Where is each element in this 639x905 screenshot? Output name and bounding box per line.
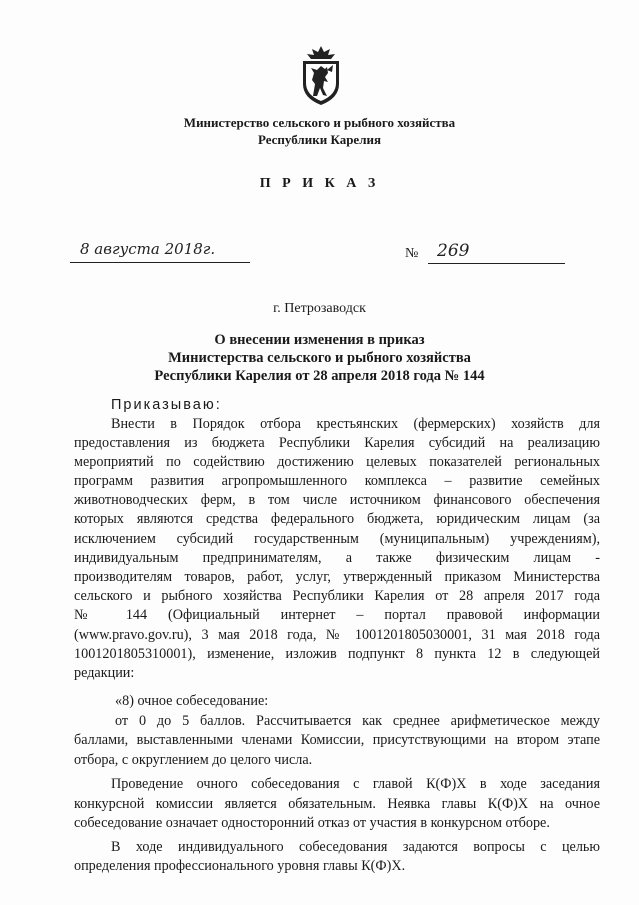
body-line: баллами, выставленными членами Комиссии, присутствующими на втором этапе — [74, 732, 600, 748]
body-line: № 144 (Официальный интернет – портал правовой информации — [74, 607, 600, 623]
body-line: сельского и рыбного хозяйства Республики Карелия от 28 апреля 2017 года — [74, 588, 600, 604]
body-line: индивидуальным предпринимателям, а также физическим лицам - — [74, 550, 600, 566]
body-line: которых являются средства федерального бюджета, юридическим лицам (за — [74, 511, 600, 527]
order-directive: Приказываю: — [111, 397, 222, 413]
subject-line3: Республики Карелия от 28 апреля 2018 года № 144 — [154, 368, 485, 384]
coat-of-arms-icon — [297, 46, 345, 106]
body-line: 1001201805310001), изменение, изложив подпункт 8 пункта 12 в следующей — [74, 646, 600, 662]
city-line: г. Петрозаводск — [273, 301, 366, 316]
body-line: Проведение очного собеседования с главой К(Ф)Х в ходе заседания — [111, 776, 600, 792]
number-underline — [428, 263, 565, 264]
body-line: В ходе индивидуального собеседования задаются вопросы с целью — [111, 839, 600, 855]
body-line: (www.pravo.gov.ru), 3 мая 2018 года, № 1001201805030001, 31 мая 2018 года — [74, 627, 600, 643]
body-line: программ развития агропромышленного комплекса – развитие семейных — [74, 473, 600, 489]
ministry-name-line1: Министерство сельского и рыбного хозяйства — [183, 115, 456, 130]
body-line: определения профессионального уровня главы К(Ф)Х. — [74, 858, 406, 874]
body-line: от 0 до 5 баллов. Рассчитывается как среднее арифметическое между — [115, 713, 600, 729]
body-line: редакции: — [74, 665, 135, 681]
body-line: «8) очное собеседование: — [115, 693, 269, 709]
body-line: конкурсной комиссии является обязательным. Неявка главы К(Ф)Х на очное — [74, 796, 600, 812]
subject-line2: Министерства сельского и рыбного хозяйства — [168, 350, 471, 366]
handwritten-number: 269 — [437, 241, 470, 261]
body-line: собеседование означает односторонний отказ от участия в конкурсном отборе. — [74, 815, 550, 831]
body-line: предоставления из бюджета Республики Карелия субсидий на реализацию — [74, 435, 600, 451]
body-line: исключением субсидий государственным (муниципальным) учреждениям), — [74, 531, 600, 547]
document-type-title: П Р И К А З — [259, 176, 380, 191]
handwritten-date: 8 августа 2018г. — [80, 240, 216, 258]
body-line: мероприятий по содействию достижению целевых показателей региональных — [74, 454, 600, 470]
body-line: животноводческих ферм, в том числе источником финансового обеспечения — [74, 492, 600, 508]
body-line: производителям товаров, работ, услуг, утвержденный приказом Министерства — [74, 569, 600, 585]
number-label: № — [405, 246, 419, 261]
subject-line1: О внесении изменения в приказ — [214, 332, 425, 348]
date-underline — [70, 262, 250, 263]
body-line: Внести в Порядок отбора крестьянских (фермерских) хозяйств для — [111, 416, 600, 432]
ministry-name-line2: Республики Карелия — [257, 132, 382, 147]
body-line: отбора, с округлением до целого числа. — [74, 752, 313, 768]
